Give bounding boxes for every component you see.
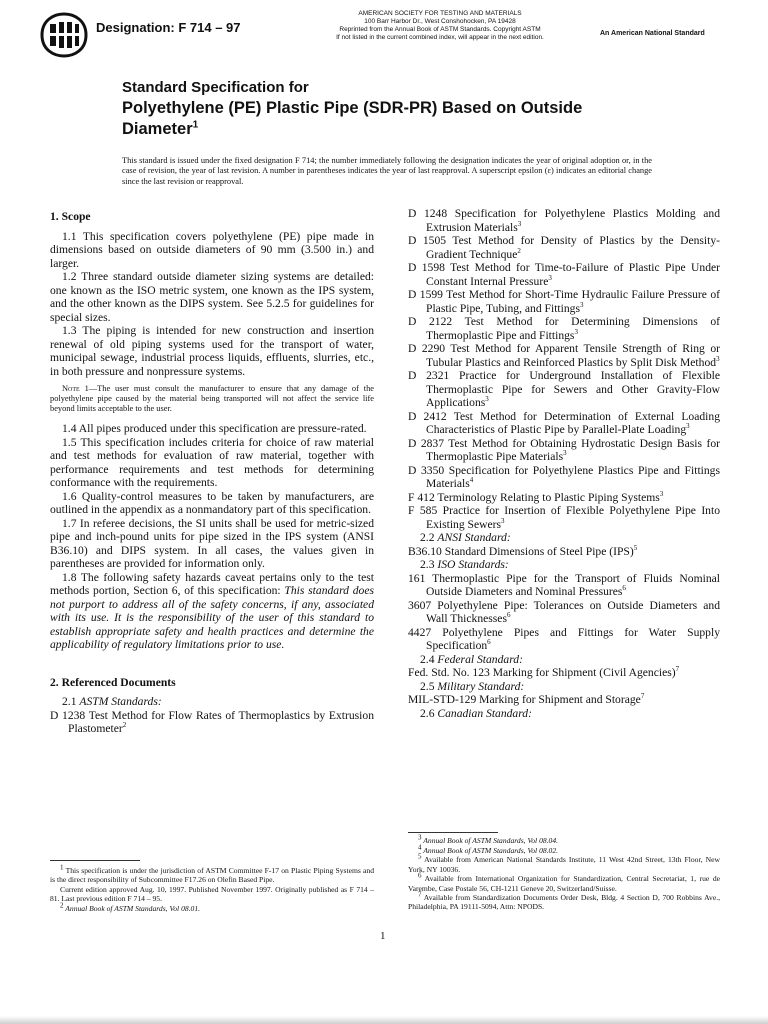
right-column [408, 207, 720, 720]
paragraph-1-1: 1.1 This specification covers polyethylene (PE) pipe made in dimensions based on outside diameters of 90 mm (3.500 in.) and larger. [50, 229, 374, 270]
footnote-mark: 3 [579, 300, 584, 309]
footnote-mark: 2 [517, 246, 521, 255]
paragraph-1-7: 1.7 In referee decisions, the SI units shall be used for metric-sized pipe and inch-pound units for pipe sized in the IPS system (ANSI B36.10) and DIPS system. In all cases, the values given in parentheses are provided for information only. [50, 516, 374, 570]
publisher-line: AMERICAN SOCIETY FOR TESTING AND MATERIALS [358, 10, 522, 17]
reference-item: D 2837 Test Method for Obtaining Hydrostatic Design Basis for Thermoplastic Pipe Materials$^3$ [408, 436, 720, 463]
reference-item: D 1598 Test Method for Time-to-Failure of Plastic Pipe Under Constant Internal Pressure$^3$ [408, 261, 720, 288]
footnote-mark: 3 [517, 219, 522, 228]
footnote-mark: 3 [716, 354, 720, 363]
footnote-mark: 3 [659, 489, 664, 498]
title-line-1: Standard Specification for [122, 79, 309, 96]
footnote-mark: 1 [192, 119, 199, 131]
subsection-2-6: 2.6 Canadian Standard: [420, 706, 532, 720]
reference-item: F 412 Terminology Relating to Plastic Piping Systems$^3$ [408, 489, 664, 504]
footnote-rule [50, 860, 140, 861]
footnote-mark: 7 [640, 692, 645, 701]
footnotes-right [408, 833, 720, 912]
reference-item: D 2321 Practice for Underground Installation of Flexible Thermoplastic Pipe for Sewers and Other Gravity-Flow Applications$^3$ [408, 369, 720, 409]
section-heading-referenced-documents: 2. Referenced Documents [50, 675, 176, 689]
note-1: Note 1—The user must consult the manufacturer to ensure that any damage of the polyethylene pipe caused by the material being transported will not affect the service life beyond limits acceptable to the user. [50, 384, 374, 413]
footnote-mark: 3 [548, 273, 552, 282]
title-line-3: Diameter$^1$ [122, 119, 199, 138]
paragraph-1-3: 1.3 The piping is intended for new construction and insertion renewal of old piping systems used for the transport of water, municipal sewage, industrial process liquids, effluents, slurries, etc., in both pressure and nonpressure systems. [50, 324, 374, 378]
footnote-2: $^2$ Annual Book of ASTM Standards, Vol 08.01. [60, 901, 201, 913]
footnote-1-continued: Current edition approved Aug. 10, 1997. Published November 1997. Originally published as F 714 – 81. Last previous edition F 714 – 95. [50, 884, 374, 904]
reference-item: 3607 Polyethylene Pipe: Tolerances on Outside Diameters and Wall Thicknesses$^6$ [408, 598, 720, 625]
reference-item: D 3350 Specification for Polyethylene Plastics Pipe and Fittings Materials$^4$ [408, 463, 720, 490]
footnote-1: $^1$ This specification is under the jurisdiction of ASTM Committee F-17 on Plastic Piping Systems and is the direct responsibility of Subcommittee F17.26 on Olefin Based Pipe. [50, 863, 374, 885]
subsection-2-2: 2.2 ANSI Standard: [420, 531, 511, 544]
footnote-mark: 3 [501, 516, 505, 525]
section-heading-scope: 1. Scope [50, 210, 91, 223]
left-column [50, 207, 374, 736]
subsection-2-3: 2.3 ISO Standards: [420, 558, 509, 571]
reference-item: B36.10 Standard Dimensions of Steel Pipe (IPS)$^5$ [408, 543, 638, 558]
reference-item: 4427 Polyethylene Pipes and Fittings for Water Supply Specification$^6$ [408, 625, 720, 652]
reference-item: 161 Thermoplastic Pipe for the Transport of Fluids Nominal Outside Diameters and Nominal Pressures$^6$ [408, 571, 720, 598]
reference-item: D 1248 Specification for Polyethylene Plastics Molding and Extrusion Materials$^3$ [408, 207, 720, 234]
paragraph-1-5: 1.5 This specification includes criteria for choice of raw material and test methods for evaluation of raw material, together with performance requirements and test methods for determining conformance with the requirements. [50, 435, 374, 489]
footnote-5: $^5$ Available from American National Standards Institute, 11 West 42nd Street, 13th Floor, New York, NY 10036. [408, 852, 720, 874]
footnote-mark: 3 [574, 327, 578, 336]
subsection-2-5: 2.5 Military Standard: [420, 679, 525, 693]
title-line-2: Polyethylene (PE) Plastic Pipe (SDR-PR) Based on Outside [122, 99, 583, 117]
paragraph-1-6: 1.6 Quality-control measures to be taken by manufacturers, are outlined in the appendix as a nonmandatory part of this specification. [50, 489, 374, 516]
footnote-mark: 4 [469, 476, 474, 485]
publisher-line: If not listed in the current combined index, will appear in the next edition. [336, 34, 544, 41]
footnote-mark: 3 [485, 395, 489, 404]
scan-edge [0, 1016, 768, 1024]
footnote-mark: 2 [122, 721, 127, 730]
paragraph-1-4: 1.4 All pipes produced under this specification are pressure-rated. [62, 422, 367, 435]
footnote-mark: 5 [633, 543, 638, 552]
footnote-3: $^3$ Annual Book of ASTM Standards, Vol 08.04. [418, 833, 559, 845]
footnote-7: $^7$ Available from Standardization Documents Order Desk, Bldg. 4 Section D, 700 Robbins Ave., Philadelphia, PA 19111-5094, Attn: NPODS. [408, 890, 720, 912]
reference-item: D 2290 Test Method for Apparent Tensile Strength of Ring or Tubular Plastics and Reinforced Plastics by Split Disk Method$^3$ [408, 342, 720, 369]
safety-caveat: This standard does not purport to address all of the safety concerns, if any, associated with its use. It is the responsibility of the user of this standard to establish appropriate safety and health practices and determine the applicability of regulatory limitations prior to use. [50, 584, 374, 651]
reference-item: Fed. Std. No. 123 Marking for Shipment (Civil Agencies)$^7$ [408, 665, 680, 679]
paragraph-1-2: 1.2 Three standard outside diameter sizing systems are detailed: one known as the ISO metric system, one known as the IPS system, and the other known as the DIPS system. See 5.2.5 for guidelines for special sizes. [50, 270, 374, 324]
subsection-2-4: 2.4 Federal Standard: [420, 652, 523, 666]
reference-item: D 2412 Test Method for Determination of External Loading Characteristics of Plastic Pipe by Parallel-Plate Loading$^3$ [408, 409, 720, 436]
footnote-6: $^6$ Available from International Organization for Standardization, Central Secretariat, 1, rue de Varembe, Case Postale 56, CH-1211 Geneve 20, Switzerland/Suisse. [408, 871, 720, 893]
publisher-block [300, 10, 580, 42]
reference-item: MIL-STD-129 Marking for Shipment and Storage$^7$ [408, 692, 645, 706]
document-title [122, 78, 682, 140]
paragraph-1-8: 1.8 The following safety hazards caveat pertains only to the test methods portion, Section 6, of this specification: This standard does not purport to address all of the safety concerns, if any, associated with its use. It is the responsibility of the user of this standard to establish appropriate safety and health practices and determine the applicability of regulatory limitations prior to use. [50, 570, 374, 651]
footnote-mark: 3 [686, 422, 690, 431]
reference-item: D 1599 Test Method for Short-Time Hydraulic Failure Pressure of Plastic Pipe, Tubing, and Fittings$^3$ [408, 288, 720, 315]
footnote-mark: 6 [622, 584, 626, 593]
footnote-4: $^4$ Annual Book of ASTM Standards, Vol 08.02. [418, 843, 559, 855]
publisher-line: Reprinted from the Annual Book of ASTM Standards. Copyright ASTM [339, 26, 541, 33]
reference-item: D 1505 Test Method for Density of Plastics by the Density-Gradient Technique$^2$ [408, 234, 720, 261]
subsection-2-1: 2.1 ASTM Standards: [62, 695, 162, 708]
reference-item: D 1238 Test Method for Flow Rates of Thermoplastics by Extrusion Plastometer$^2$ [50, 708, 374, 735]
iso-reference-list [408, 572, 720, 653]
reference-item: D 2122 Test Method for Determining Dimensions of Thermoplastic Pipe and Fittings$^3$ [408, 315, 720, 342]
page-number: 1 [380, 930, 386, 942]
designation: Designation: F 714 – 97 [96, 20, 241, 35]
footnote-mark: 6 [487, 638, 491, 647]
reference-item: F 585 Practice for Insertion of Flexible Polyethylene Pipe Into Existing Sewers$^3$ [408, 504, 720, 531]
astm-logo [38, 12, 90, 58]
astm-reference-list [408, 207, 720, 531]
footnote-mark: 7 [675, 665, 680, 674]
publisher-line: 100 Barr Harbor Dr., West Conshohocken, PA 19428 [364, 18, 516, 25]
footnote-mark: 6 [506, 611, 511, 620]
footnote-mark: 3 [563, 449, 567, 458]
footnotes-left [50, 863, 374, 914]
national-standard-label: An American National Standard [600, 30, 705, 37]
issuance-statement: This standard is issued under the fixed designation F 714; the number immediately following the designation indicates the year of original adoption or, in the case of revision, the year of last revision. A number in parentheses indicates the year of last reapproval. A superscript epsilon (ε) indicates an editorial change since the last revision or reapproval. [122, 156, 652, 186]
